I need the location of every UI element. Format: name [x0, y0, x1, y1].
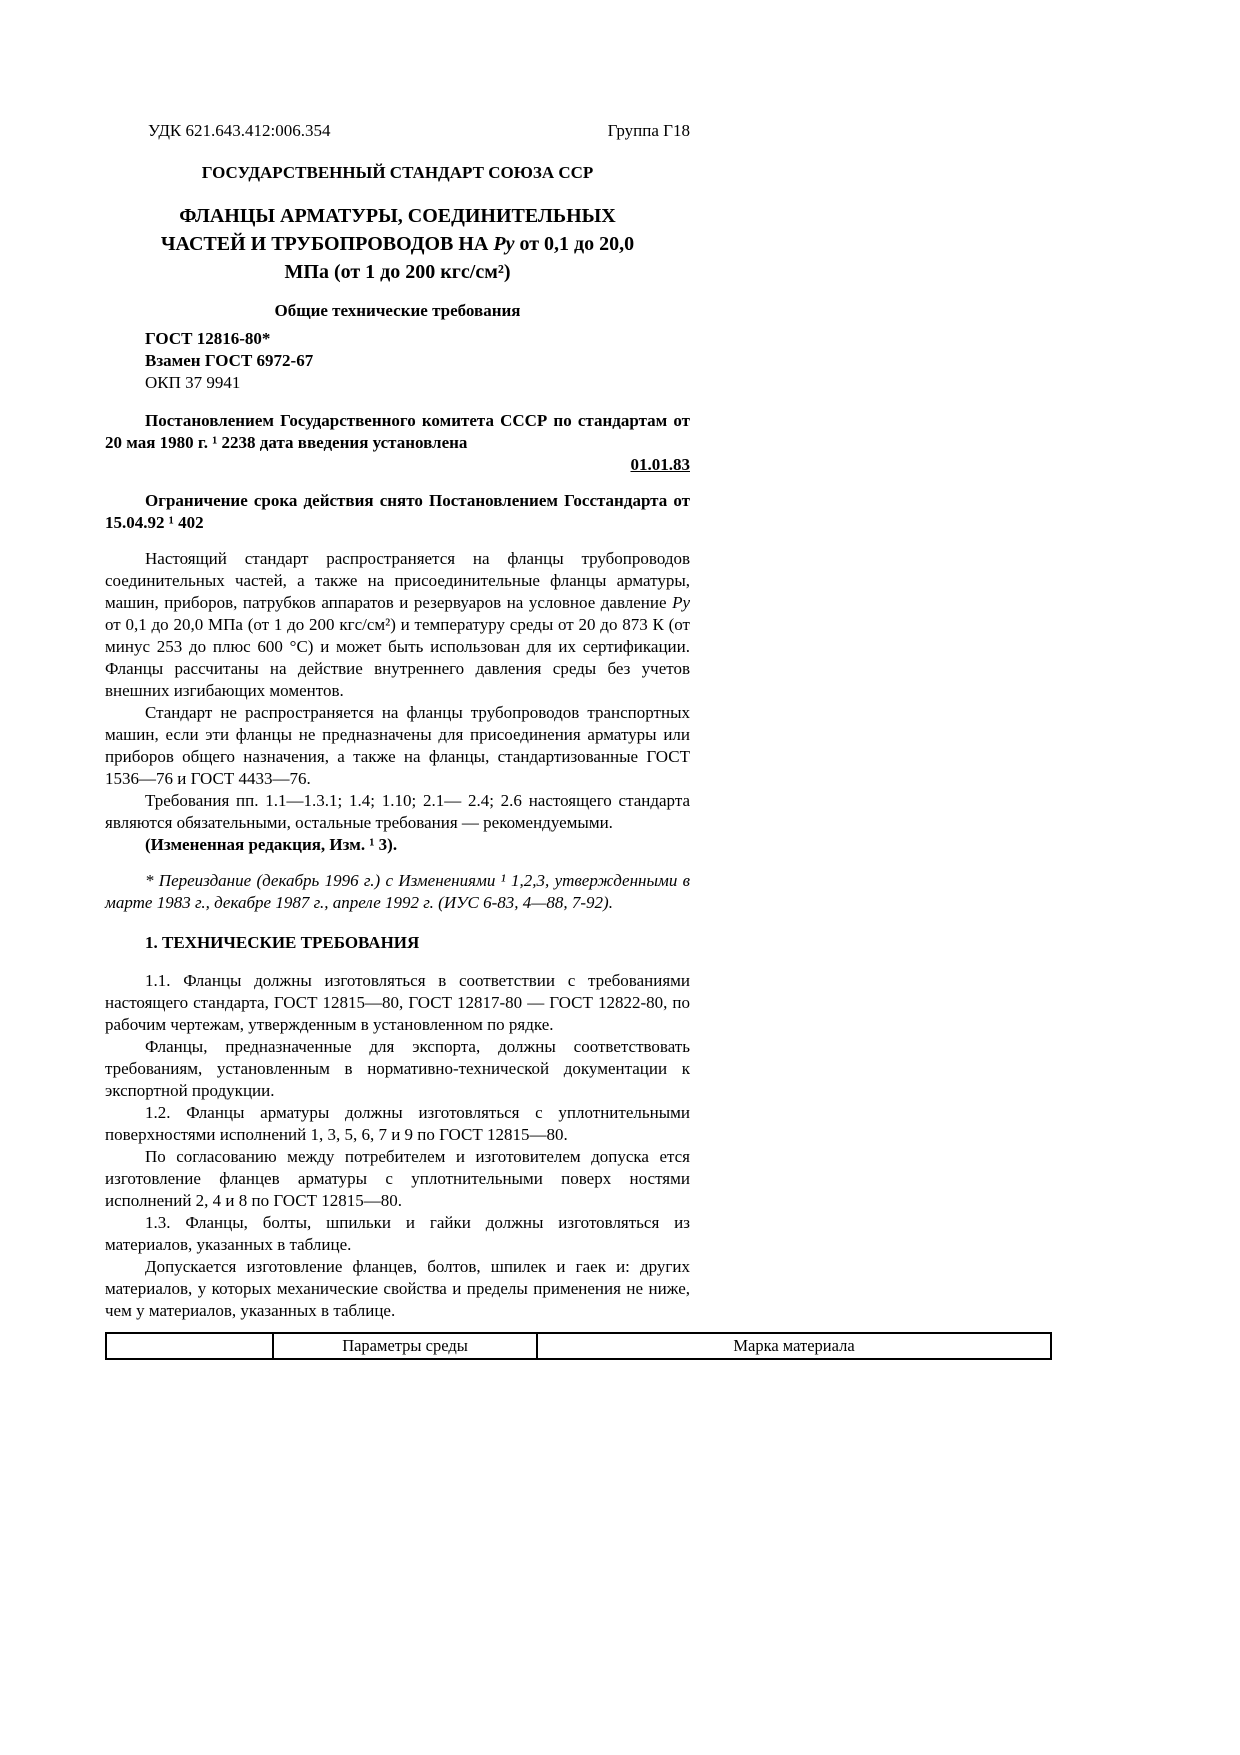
limitation-paragraph: Ограничение срока действия снято Постановлением Госстандарта от 15.04.92 ¹ 402 [105, 491, 690, 532]
materials-table [105, 1332, 1052, 1360]
title-line-3: МПа (от 1 до 200 кгс/см²) [284, 261, 511, 283]
scope-pressure-symbol: Ру [672, 593, 690, 612]
effective-date-value: 01.01.83 [630, 455, 690, 474]
udk-number: УДК 621.643.412:006.354 [148, 121, 331, 140]
section-1-heading: 1. ТЕХНИЧЕСКИЕ ТРЕБОВАНИЯ [145, 933, 420, 952]
body-paragraph-materials: Допускается изготовление фланцев, болтов, шпилек и гаек и: других материалов, у которых механические свойства и пределы применения не ниже, чем у материалов, указанных в таблице. [105, 1257, 690, 1320]
body-paragraph-requirements: Требования пп. 1.1—1.3.1; 1.4; 1.10; 2.1— 2.4; 2.6 настоящего стандарта являются обязательными, остальные требования — рекомендуемыми. [105, 791, 690, 832]
body-paragraph-scope [105, 548, 690, 702]
body-paragraph-agreement: По согласованию между потребителем и изготовителем допуска ется изготовление фланцев арматуры с уплотнительными поверх ностями исполнений 2, 4 и 8 по ГОСТ 12815—80. [105, 1147, 690, 1210]
body-paragraph-1-2: 1.2. Фланцы арматуры должны изготовляться с уплотнительными поверхностями исполнений 1, 3, 5, 6, 7 и 9 по ГОСТ 12815—80. [105, 1103, 690, 1144]
document-title [105, 202, 690, 286]
decree-paragraph: Постановлением Государственного комитета СССР по стандартам от 20 мая 1980 г. ¹ 2238 дата введения установлена [105, 411, 690, 452]
table-header-row [106, 1333, 1051, 1359]
reissue-note: * Переиздание (декабрь 1996 г.) с Изменениями ¹ 1,2,3, утвержденными в марте 1983 г., декабре 1987 г., апреле 1992 г. (ИУС 6-83, 4—88, 7-92). [105, 871, 690, 912]
body-paragraph-export: Фланцы, предназначенные для экспорта, должны соответствовать требованиям, установленным в нормативно-технической документации к экспортной продукции. [105, 1037, 690, 1100]
body-paragraph-1-3: 1.3. Фланцы, болты, шпильки и гайки должны изготовляться из материалов, указанных в таблице. [105, 1213, 690, 1254]
title-line-2-pressure-symbol: Ру [493, 233, 515, 255]
title-line-1: ФЛАНЦЫ АРМАТУРЫ, СОЕДИНИТЕЛЬНЫХ [179, 205, 616, 227]
effective-date [105, 454, 690, 476]
table-header-material: Марка материала [537, 1333, 1051, 1359]
gost-number: ГОСТ 12816-80* [145, 329, 271, 348]
body-paragraph-1-1: 1.1. Фланцы должны изготовляться в соответствии с требованиями настоящего стандарта, ГОСТ 12815—80, ГОСТ 12817-80 — ГОСТ 12822-80, по рабочим чертежам, утвержденным в установленном по рядке. [105, 971, 690, 1034]
title-line-2-text: ЧАСТЕЙ И ТРУБОПРОВОДОВ НА [160, 233, 494, 255]
standard-id-block [145, 328, 690, 394]
replaces-note: Взамен ГОСТ 6972-67 [145, 351, 314, 370]
title-line-2 [105, 230, 690, 258]
body-paragraph-exclusions: Стандарт не распространяется на фланцы трубопроводов транспортных машин, если эти фланцы не предназначены для присоединения арматуры или приборов общего назначения, а также на фланцы, стандартизованные ГОСТ 1536—76 и ГОСТ 4433—76. [105, 703, 690, 788]
title-line-2-range: от 0,1 до 20,0 [514, 233, 635, 255]
document-subtitle: Общие технические требования [274, 301, 521, 320]
standard-type-heading: ГОСУДАРСТВЕННЫЙ СТАНДАРТ СОЮЗА ССР [201, 163, 594, 182]
group-label: Группа Г18 [607, 121, 690, 140]
table-header-empty [106, 1333, 273, 1359]
scope-text-post: от 0,1 до 20,0 МПа (от 1 до 200 кгс/см²) и температуру среды от 20 до 873 К (от минус 253 до плюс 600 °С) и может быть использован для их сертификации. Фланцы рассчитаны на действие внутреннего давления среды без учетов внешних изгибающих моментов. [105, 615, 690, 700]
okp-code: ОКП 37 9941 [145, 373, 241, 392]
amendment-note: (Измененная редакция, Изм. ¹ 3). [145, 835, 398, 854]
document-header-row [105, 120, 690, 142]
table-header-params: Параметры среды [273, 1333, 537, 1359]
scope-text-pre: Настоящий стандарт распространяется на фланцы трубопроводов соединительных частей, а также на присоединительные фланцы арматуры, машин, приборов, патрубков аппаратов и резервуаров на условное давление [105, 549, 690, 612]
